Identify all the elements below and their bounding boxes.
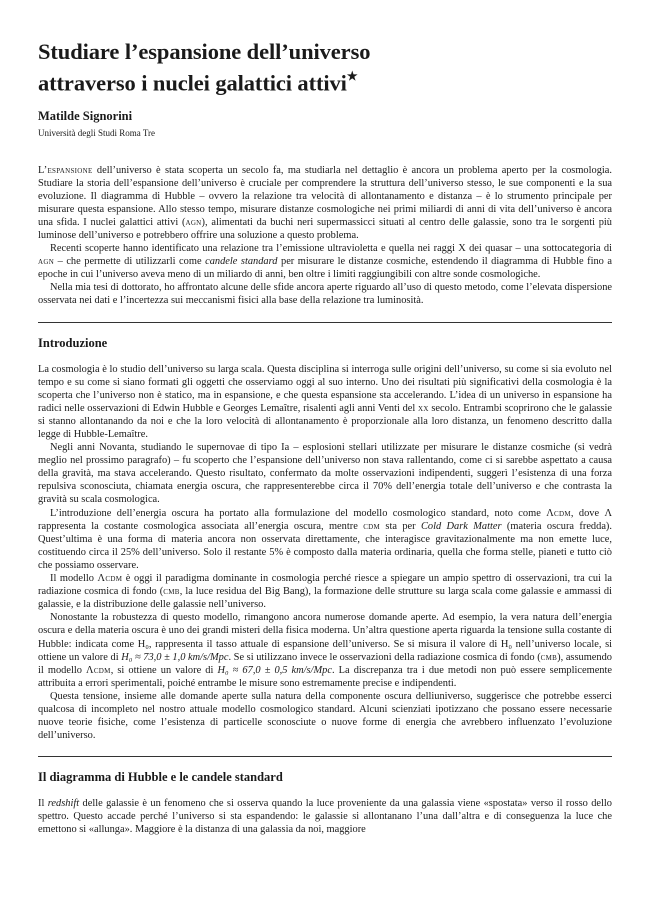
- intro-paragraph-5: [38, 611, 612, 690]
- intro-paragraph-4: [38, 572, 612, 611]
- abstract-lead-word: L’espansione: [38, 164, 93, 176]
- roman-numeral: xx: [417, 402, 429, 414]
- abstract-paragraph-2: [38, 242, 612, 281]
- hubble-paragraph-1: [38, 797, 612, 836]
- section-hubble: [38, 797, 612, 836]
- acronym-lcdm: Λcdm: [546, 507, 571, 519]
- body-text: delle galassie è un fenomeno che si osserva quando la luce proveniente da una galassia viene «spostata» verso il rosso dello spettro. Questo accade perché l’universo si sta espandendo: le galassie si allontanano l’una dall’altra e di conseguenza la luce che emettono si «allunga». Maggiore è la distanza di una galassia da noi, maggiore: [38, 798, 612, 836]
- abstract-text: – che permette di utilizzarli come: [54, 256, 206, 268]
- body-text: , la luce residua del Big Bang), la formazione delle strutture su larga scala come galassie e ammassi di galassie, e la distribuzione delle galassie nell’universo.: [38, 586, 612, 611]
- page: [38, 38, 612, 837]
- body-text: L’introduzione dell’energia oscura ha portato alla formulazione del modello cosmologico standard, noto come: [50, 507, 547, 519]
- section-heading-introduzione: Introduzione: [38, 335, 108, 350]
- emphasis-text: candele standard: [205, 256, 278, 268]
- acronym-agn: agn: [185, 216, 202, 228]
- abstract-text: Recenti scoperte hanno identificato una relazione tra l’emissione ultravioletta e quella nei raggi X dei quasar – una sottocategoria di: [50, 243, 612, 255]
- math-h0-cmb: H₀ ≈ 67,0 ± 0,5 km/s/Mpc: [217, 664, 332, 676]
- title-footnote-mark: ★: [346, 69, 358, 83]
- body-text: , si ottiene un valore di: [110, 664, 218, 676]
- body-text: Il modello: [50, 573, 98, 585]
- abstract: [38, 164, 612, 308]
- intro-paragraph-6: Questa tensione, insieme alle domande aperte sulla natura della componente oscura delliuniverso, suggerisce che potrebbe esserci qualcosa di incompleto nel nostro attuale modello cosmologico standard. Alcuni scienziati ipotizzano che possano essere necessarie nuove teorie fisiche, come l’esistenza di particelle sconosciute o nuove forme di energia che avrebbero influenzato l’evoluzione dell’universo.: [38, 690, 612, 742]
- abstract-paragraph-3: Nella mia tesi di dottorato, ho affrontato alcune delle sfide ancora aperte riguardo all’uso di questo metodo, come l’elevata dispersione osservata nei dati e l’incertezza sui meccanismi fisici alla base della relazione tra luminosità.: [38, 282, 612, 307]
- emphasis-text: Cold Dark Matter: [420, 520, 502, 532]
- body-text: . La discrepanza tra i due metodi non può essere semplicemente attribuita a errori sperimentali, poiché entrambe le misure sono estremamente precise e indipendenti.: [38, 664, 612, 689]
- body-text: (materia oscura fredda). Quest’ultima è una forma di materia ancora non osservata direttamente, che interagisce gravitazionalmente ma non emette luce, costituendo circa il 25% dell’universo. Solo il restante 5% è composto dalla materia ordinaria, quella che forma stelle, pianeti e tutto ciò che possiamo osservare.: [38, 520, 612, 571]
- acronym-cmb: cmb: [540, 651, 558, 663]
- body-text: sta per: [380, 520, 421, 532]
- body-text: ), assumendo il modello: [38, 651, 612, 676]
- emphasis-text: redshift: [47, 798, 80, 810]
- paper-title: [38, 38, 612, 97]
- abstract-text: per misurare le distanze cosmiche, estendendo il diagramma di Hubble fino a epoche in cui l’universo aveva meno di un miliardo di anni, ben oltre i limiti raggiungibili con altre sonde cosmologiche.: [38, 256, 612, 281]
- author-name: Matilde Signorini: [38, 108, 133, 123]
- body-text: La cosmologia è lo studio dell’universo su larga scala. Questa disciplina si interroga sulle origini dell’universo, su come si sia evoluto nel tempo e su come si siano formati gli oggetti che osserviamo oggi al suo interno. Uno dei risultati più significativi della cosmologia è la scoperta che l’universo non è statico, ma in espansione, e che questa espansione sta accelerando. L’idea di un universo in espansione ha radici nelle osservazioni di Edwin Hubble e Georges Lemaître, risalenti agli anni Venti del: [38, 363, 612, 414]
- body-text: Nonostante la robustezza di questo modello, rimangono ancora numerose domande aperte. Ad esempio, la vera natura dell’energia oscura e della materia oscura è uno dei grandi misteri della fisica moderna. Un’altra questione aperta riguarda la tensione sulla costante di Hubble: indicata come H₀, rappresenta il tasso attuale di espansione dell’universo. Se si misura il valore di H₀ nell’universo locale, si ottiene un valore di: [38, 612, 612, 663]
- abstract-text: dell’universo è stata scoperta un secolo fa, ma studiarla nel dettaglio è ancora un problema aperto per la cosmologia. Studiare la storia dell’espansione dell’universo è cruciale per comprendere la struttura dell’universo stesso, le sue componenti e la sua evoluzione. Il diagramma di Hubble – ovvero la relazione tra velocità di allontanamento e distanza – è lo strumento principale per misurare questa espansione. Allo stesso tempo, misurare distanze cosmologiche nei primi miliardi di anni di vita dell’universo è ancora una sfida. I nuclei galattici attivi (: [38, 164, 612, 228]
- acronym-agn: agn: [38, 256, 55, 268]
- body-text: è oggi il paradigma dominante in cosmologia perché riesce a spiegare un ampio spettro di osservazioni, tra cui la radiazione cosmica di fondo (: [38, 573, 612, 598]
- acronym-lcdm: Λcdm: [86, 664, 111, 676]
- acronym-cmb: cmb: [163, 586, 180, 598]
- body-text: secolo. Entrambi scoprirono che le galassie si stanno allontanando da noi e che la loro velocità di allontanamento è proporzionale alla loro distanza, un fenomeno descritto dalla legge di Hubble-Lemaître.: [38, 402, 612, 440]
- body-text: . Se si utilizzano invece le osservazioni della radiazione cosmica di fondo (: [228, 651, 541, 663]
- section-divider: [38, 756, 612, 757]
- title-line-1: Studiare l’espansione dell’universo: [38, 39, 371, 64]
- title-line-2: attraverso i nuclei galattici attivi: [38, 70, 347, 96]
- abstract-text: ), alimentati da buchi neri supermassicci situati al centro delle galassie, sono tra le sorgenti più luminose dell’universo e potrebbero offrire una soluzione a questo problema.: [38, 216, 613, 241]
- body-text: , dove Λ rappresenta la costante cosmologica associata all’energia oscura, mentre: [38, 507, 612, 532]
- section-divider: [38, 322, 612, 323]
- intro-paragraph-1: [38, 363, 612, 442]
- intro-paragraph-2: Negli anni Novanta, studiando le supernovae di tipo Ia – esplosioni stellari utilizzate per misurare le distanze cosmiche (si vedrà meglio nel prossimo paragrafo) – fu scoperto che l’espansione dell’universo non stava rallentando, come ci si sarebbe aspettato a causa della gravità, ma stava accelerando. Questo risultato, confermato da molte osservazioni indipendenti, suggerì l’esistenza di una forza repulsiva sconosciuta, chiamata energia oscura, che rappresenterebbe circa il 70% dell’energia totale dell’universo e che contrasta la gravità su scala cosmologica.: [38, 442, 612, 506]
- math-h0-local: H₀ ≈ 73,0 ± 1,0 km/s/Mpc: [121, 651, 229, 663]
- acronym-lcdm: Λcdm: [97, 573, 123, 585]
- abstract-paragraph-1: [38, 164, 612, 243]
- section-heading-hubble: Il diagramma di Hubble e le candele standard: [38, 770, 283, 785]
- intro-paragraph-3: [38, 507, 612, 572]
- acronym-cdm: cdm: [363, 520, 381, 532]
- author-affiliation: Università degli Studi Roma Tre: [38, 127, 155, 138]
- section-introduzione: [38, 363, 612, 743]
- body-text: Il: [38, 798, 48, 810]
